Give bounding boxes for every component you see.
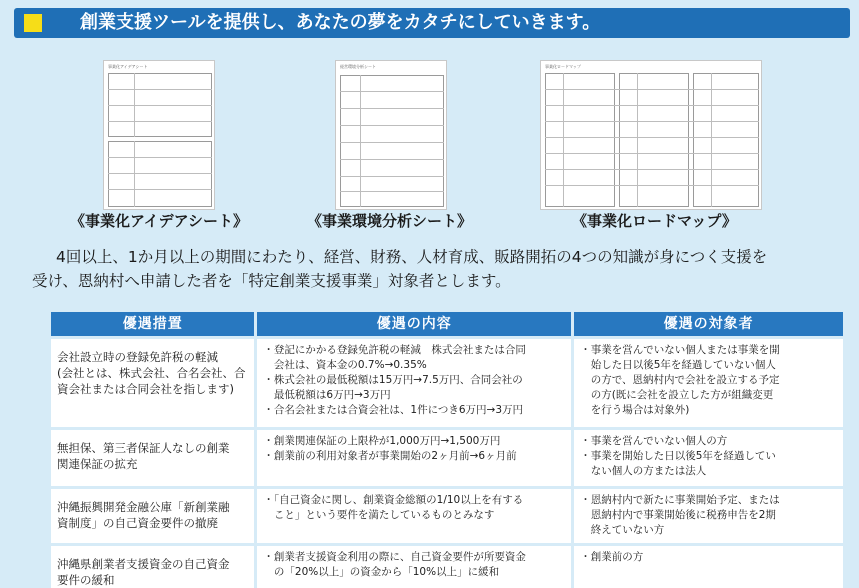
content-text: ・株式会社の最低税額は15万円→7.5万円、合同会社の: [263, 374, 523, 386]
roadmap-sheet-thumbnail: [540, 60, 762, 210]
table-header-row: [51, 312, 843, 336]
target-text: の方(既に会社を設立した方が組織変更: [580, 389, 774, 401]
intro-paragraph: [32, 245, 844, 293]
environment-sheet-thumbnail: [335, 60, 447, 210]
header-content: 優遇の内容: [257, 312, 571, 336]
idea-sheet-header: 事業化アイデアシート: [108, 64, 148, 69]
banner-title: 創業支援ツールを提供し、あなたの夢をカタチにしていきます。: [80, 12, 601, 33]
target-cell: [574, 489, 843, 543]
environment-sheet-header: 経営環境分析シート: [340, 64, 376, 69]
header-measure: 優遇措置: [51, 312, 254, 336]
target-cell: [574, 430, 843, 486]
content-text: ・創業関連保証の上限枠が1,000万円→1,500万円: [263, 435, 501, 447]
measure-text: 資制度」の自己資金要件の撤廃: [57, 516, 218, 530]
measure-text: (会社とは、株式会社、合名会社、合: [57, 366, 246, 380]
measure-text: 関連保証の拡充: [57, 457, 138, 471]
roadmap-sheet-header: 事業化ロードマップ: [545, 64, 581, 69]
target-text: 恩納村内で事業開始後に税務申告を2期: [580, 509, 776, 521]
target-text: 終えていない方: [580, 524, 665, 536]
measure-text: 無担保、第三者保証人なしの創業: [57, 441, 230, 455]
table-row: [51, 489, 843, 543]
content-cell: [257, 546, 571, 588]
target-text: 始した日以後5年を経過していない個人: [580, 359, 776, 371]
header-target: 優遇の対象者: [574, 312, 843, 336]
content-text: ・創業前の利用対象者が事業開始の2ヶ月前→6ヶ月前: [263, 450, 517, 462]
benefits-table: [48, 309, 846, 588]
content-text: ・創業者支援資金利用の際に、自己資金要件が所要資金: [263, 551, 526, 563]
target-text: ・事業を営んでいない個人の方: [580, 435, 728, 447]
measure-cell: [51, 339, 254, 427]
content-cell: [257, 339, 571, 427]
intro-line-1: 4回以上、1か月以上の期間にわたり、経営、財務、人材育成、販路開拓の4つの知識が身につく支援を: [56, 248, 768, 266]
target-text: ・創業前の方: [580, 551, 644, 563]
measure-text: 沖縄振興開発金融公庫「新創業融: [57, 500, 230, 514]
measure-text: 要件の緩和: [57, 573, 115, 587]
content-text: ・合名会社または合資会社は、1件につき6万円→3万円: [263, 404, 524, 416]
content-cell: [257, 430, 571, 486]
measure-text: 資会社または合同会社を指します): [57, 382, 234, 396]
measure-text: 沖縄県創業者支援資金の自己資金: [57, 557, 230, 571]
target-text: ・恩納村内で新たに事業開始予定、または: [580, 494, 780, 506]
table-row: [51, 339, 843, 427]
environment-sheet-caption: 《事業環境分析シート》: [307, 212, 473, 230]
idea-sheet-thumbnail: [103, 60, 215, 210]
measure-cell: [51, 546, 254, 588]
roadmap-sheet-caption: 《事業化ロードマップ》: [572, 212, 737, 230]
measure-cell: [51, 489, 254, 543]
content-text: ・登記にかかる登録免許税の軽減 株式会社または合同: [263, 344, 526, 356]
content-text: こと」という要件を満たしているものとみなす: [263, 509, 495, 521]
idea-sheet-caption: 《事業化アイデアシート》: [70, 212, 249, 230]
target-cell: [574, 546, 843, 588]
target-text: の方で、恩納村内で会社を設立する予定: [580, 374, 780, 386]
content-text: の「20%以上」の資金から「10%以上」に緩和: [263, 566, 500, 578]
target-text: を行う場合は対象外): [580, 404, 690, 416]
target-text: ない個人の方または法人: [580, 465, 707, 477]
measure-text: 会社設立時の登録免許税の軽減: [57, 350, 218, 364]
banner-marker: [24, 14, 42, 32]
target-cell: [574, 339, 843, 427]
content-text: ・「自己資金に関し、創業資金総額の1/10以上を有する: [263, 494, 524, 506]
title-banner: [14, 8, 850, 38]
content-text: 会社は、資本金の0.7%→0.35%: [263, 359, 427, 371]
table-row: [51, 546, 843, 588]
intro-line-2: 受け、恩納村へ申請した者を「特定創業支援事業」対象者とします。: [32, 272, 511, 290]
target-text: ・事業を開始した日以後5年を経過してい: [580, 450, 776, 462]
content-cell: [257, 489, 571, 543]
content-text: 最低税額は6万円→3万円: [263, 389, 391, 401]
measure-cell: [51, 430, 254, 486]
table-row: [51, 430, 843, 486]
target-text: ・事業を営んでいない個人または事業を開: [580, 344, 780, 356]
